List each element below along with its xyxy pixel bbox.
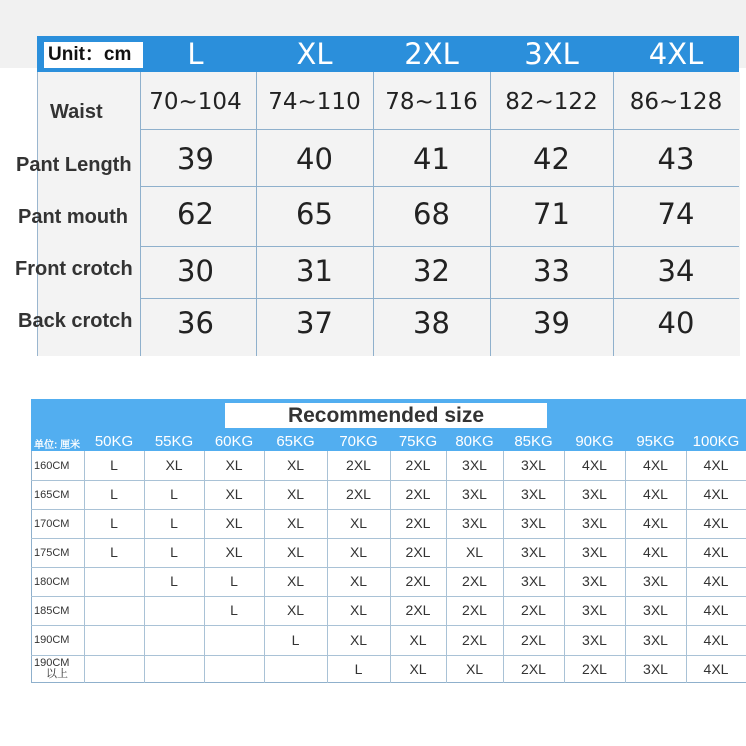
size-cell: 3XL bbox=[643, 632, 668, 648]
grid-line bbox=[140, 298, 739, 299]
size-cell: L bbox=[230, 573, 238, 589]
front-crotch-4xl: 34 bbox=[657, 254, 695, 288]
size-cell: L bbox=[170, 544, 178, 560]
weight-header: 85KG bbox=[514, 433, 553, 450]
size-cell: L bbox=[354, 661, 363, 677]
size-cell: 3XL bbox=[521, 544, 546, 560]
size-cell: 2XL bbox=[521, 632, 546, 648]
weight-header: 50KG bbox=[94, 433, 134, 450]
pant-mouth-3xl: 71 bbox=[533, 197, 570, 231]
size-cell: 3XL bbox=[521, 457, 546, 473]
size-cell: XL bbox=[225, 486, 243, 502]
size-cell: 3XL bbox=[582, 486, 607, 502]
size-cell: 4XL bbox=[643, 457, 668, 473]
pant-mouth-4xl: 74 bbox=[657, 197, 695, 231]
height-label: 175CM bbox=[34, 547, 70, 559]
size-cell bbox=[264, 655, 327, 683]
weight-header: 70KG bbox=[339, 433, 378, 450]
size-cell: L bbox=[110, 486, 118, 502]
size-cell: XL bbox=[165, 457, 183, 473]
row-label-pant-length: Pant Length bbox=[16, 154, 132, 176]
back-crotch-l: 36 bbox=[177, 306, 214, 340]
size-cell: 2XL bbox=[405, 486, 431, 502]
height-label: 185CM bbox=[34, 605, 70, 617]
size-cell: 2XL bbox=[405, 544, 431, 560]
size-cell: 4XL bbox=[703, 661, 729, 677]
size-cell: XL bbox=[465, 661, 484, 677]
size-cell: 4XL bbox=[703, 602, 729, 618]
size-cell: XL bbox=[286, 515, 305, 531]
size-cell bbox=[204, 655, 264, 683]
height-label: 160CM bbox=[34, 460, 70, 472]
size-cell bbox=[84, 567, 144, 596]
size-cell: 4XL bbox=[703, 544, 729, 560]
back-crotch-2xl: 38 bbox=[413, 306, 450, 340]
size-cell: XL bbox=[409, 632, 427, 648]
pant-length-xl: 40 bbox=[296, 142, 333, 176]
size-cell: XL bbox=[349, 544, 368, 560]
size-cell: XL bbox=[225, 457, 243, 473]
size-header-4xl: 4XL bbox=[648, 37, 704, 71]
waist-xl: 74~110 bbox=[268, 89, 361, 115]
height-label: 190CM bbox=[34, 657, 70, 669]
size-cell bbox=[84, 625, 144, 655]
pant-length-4xl: 43 bbox=[657, 142, 695, 176]
height-label: 170CM bbox=[34, 518, 70, 530]
size-cell bbox=[204, 625, 264, 655]
size-cell: 2XL bbox=[462, 602, 487, 618]
front-crotch-2xl: 32 bbox=[413, 254, 450, 288]
size-cell: 3XL bbox=[462, 515, 487, 531]
size-cell: XL bbox=[409, 661, 427, 677]
size-cell: 2XL bbox=[521, 602, 546, 618]
size-cell bbox=[144, 625, 204, 655]
size-cell: 4XL bbox=[582, 457, 607, 473]
size-cell: 4XL bbox=[703, 457, 729, 473]
size-header-3xl: 3XL bbox=[524, 37, 579, 71]
pant-mouth-2xl: 68 bbox=[413, 197, 450, 231]
unit-label: Unit：cm bbox=[44, 42, 143, 68]
waist-3xl: 82~122 bbox=[505, 89, 598, 115]
row-label-front-crotch: Front crotch bbox=[15, 258, 133, 280]
waist-l: 70~104 bbox=[149, 89, 242, 115]
size-cell: 2XL bbox=[405, 602, 431, 618]
size-cell: L bbox=[291, 632, 300, 648]
back-crotch-xl: 37 bbox=[296, 306, 333, 340]
size-cell: 4XL bbox=[703, 515, 729, 531]
size-cell: 2XL bbox=[521, 661, 546, 677]
recommended-unit-label: 单位: 厘米 bbox=[34, 440, 81, 451]
size-cell: L bbox=[110, 457, 118, 473]
weight-header: 95KG bbox=[636, 433, 675, 450]
size-cell: 4XL bbox=[703, 632, 729, 648]
size-cell: 3XL bbox=[462, 486, 487, 502]
size-cell: XL bbox=[286, 457, 305, 473]
size-cell: XL bbox=[225, 515, 243, 531]
row-label-waist: Waist bbox=[50, 101, 103, 123]
size-cell bbox=[144, 655, 204, 683]
front-crotch-xl: 31 bbox=[296, 254, 333, 288]
size-cell: XL bbox=[286, 573, 305, 589]
size-cell: 4XL bbox=[643, 486, 668, 502]
pant-length-2xl: 41 bbox=[413, 142, 450, 176]
weight-header: 100KG bbox=[692, 433, 740, 450]
size-cell: 3XL bbox=[643, 573, 668, 589]
waist-2xl: 78~116 bbox=[385, 89, 478, 115]
size-header-2xl: 2XL bbox=[404, 37, 459, 71]
size-cell: 2XL bbox=[405, 573, 431, 589]
height-label: 190CM bbox=[34, 634, 70, 646]
size-cell: XL bbox=[286, 544, 305, 560]
front-crotch-l: 30 bbox=[177, 254, 214, 288]
size-cell: L bbox=[110, 544, 118, 560]
size-cell: L bbox=[170, 486, 178, 502]
size-cell: L bbox=[170, 515, 178, 531]
pant-mouth-l: 62 bbox=[177, 197, 214, 231]
waist-4xl: 86~128 bbox=[629, 89, 723, 115]
height-label: 180CM bbox=[34, 576, 70, 588]
size-cell: XL bbox=[349, 515, 368, 531]
size-cell: XL bbox=[286, 602, 305, 618]
weight-header: 55KG bbox=[154, 433, 194, 450]
weight-header: 90KG bbox=[575, 433, 614, 450]
size-cell: 2XL bbox=[405, 515, 431, 531]
row-label-back-crotch: Back crotch bbox=[18, 310, 133, 332]
weight-header: 80KG bbox=[455, 433, 494, 450]
size-cell bbox=[84, 596, 144, 625]
size-cell: 2XL bbox=[346, 457, 371, 473]
size-cell: 4XL bbox=[703, 573, 729, 589]
grid-line bbox=[140, 129, 739, 130]
size-cell: 3XL bbox=[521, 515, 546, 531]
size-header-xl: XL bbox=[296, 37, 333, 71]
size-cell: 2XL bbox=[346, 486, 371, 502]
back-crotch-4xl: 40 bbox=[657, 306, 695, 340]
size-cell: L bbox=[110, 515, 118, 531]
pant-mouth-xl: 65 bbox=[296, 197, 333, 231]
front-crotch-3xl: 33 bbox=[533, 254, 570, 288]
recommended-title: Recommended size bbox=[225, 403, 547, 428]
size-cell: L bbox=[230, 602, 238, 618]
size-cell: 3XL bbox=[582, 573, 607, 589]
pant-length-3xl: 42 bbox=[533, 142, 570, 176]
size-cell: XL bbox=[349, 573, 368, 589]
size-cell: 2XL bbox=[405, 457, 431, 473]
size-cell: 3XL bbox=[643, 602, 668, 618]
size-cell: 2XL bbox=[582, 661, 607, 677]
size-cell: 3XL bbox=[521, 573, 546, 589]
size-cell: 3XL bbox=[582, 632, 607, 648]
back-crotch-3xl: 39 bbox=[533, 306, 570, 340]
size-cell: 4XL bbox=[643, 515, 668, 531]
size-cell bbox=[144, 596, 204, 625]
size-cell: 3XL bbox=[521, 486, 546, 502]
weight-header: 65KG bbox=[276, 433, 315, 450]
size-cell: 3XL bbox=[462, 457, 487, 473]
size-cell: XL bbox=[225, 544, 243, 560]
size-cell: XL bbox=[286, 486, 305, 502]
height-note: 以上 bbox=[46, 668, 68, 680]
pant-length-l: 39 bbox=[177, 142, 214, 176]
size-cell: 3XL bbox=[582, 544, 607, 560]
size-cell: 4XL bbox=[703, 486, 729, 502]
size-cell: 2XL bbox=[462, 573, 487, 589]
row-label-pant-mouth: Pant mouth bbox=[18, 206, 128, 228]
size-cell: 3XL bbox=[643, 661, 668, 677]
size-cell: XL bbox=[465, 544, 484, 560]
size-cell: 2XL bbox=[462, 632, 487, 648]
weight-header: 60KG bbox=[214, 433, 254, 450]
grid-line bbox=[140, 246, 739, 247]
grid-line bbox=[140, 186, 739, 187]
size-cell bbox=[84, 655, 144, 683]
size-cell: L bbox=[170, 573, 178, 589]
size-cell: 4XL bbox=[643, 544, 668, 560]
size-header-l: L bbox=[187, 37, 204, 71]
size-cell: XL bbox=[349, 602, 368, 618]
size-cell: 3XL bbox=[582, 602, 607, 618]
size-cell: XL bbox=[349, 632, 368, 648]
size-cell: 3XL bbox=[582, 515, 607, 531]
weight-header: 75KG bbox=[398, 433, 438, 450]
height-label: 165CM bbox=[34, 489, 70, 501]
